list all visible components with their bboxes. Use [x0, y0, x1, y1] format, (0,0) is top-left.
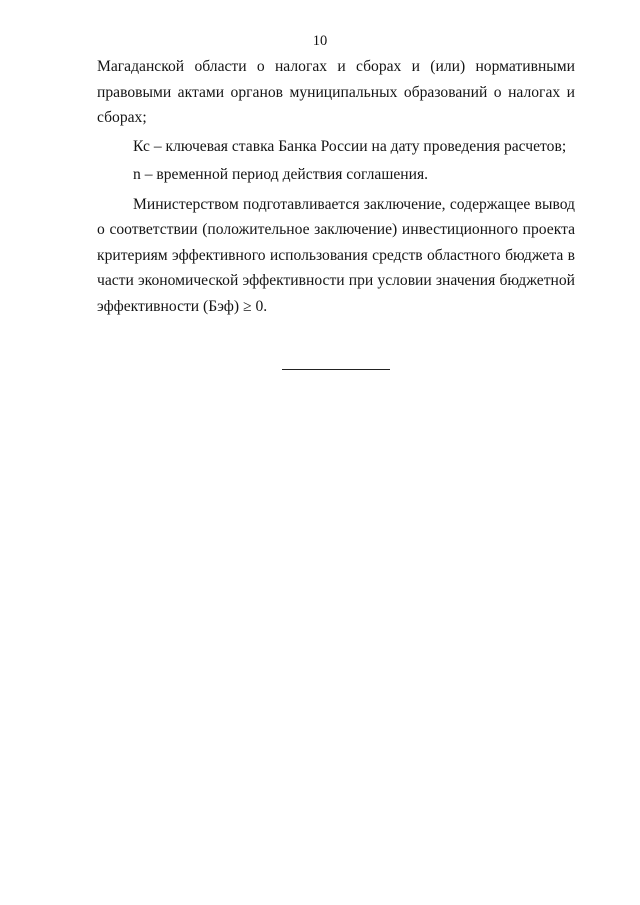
document-body: [97, 54, 575, 319]
paragraph-n-definition: n – временной период действия соглашения.: [133, 166, 429, 183]
end-of-text-rule: [282, 369, 390, 370]
page-number: 10: [312, 33, 328, 49]
paragraph-kc-definition: Кс – ключевая ставка Банка России на дату проведения расчетов;: [133, 137, 567, 155]
paragraph-continuation: Магаданской области о налогах и сборах и (или) нормативными правовыми актами органов муниципальных образований о налогах и сборах;: [97, 58, 575, 126]
paragraph-conclusion: Министерством подготавливается заключение, содержащее вывод о соответствии (положительное заключение) инвестиционного проекта критериям эффективного использования средств областного бюджета в части экономической эффективности при условии значения бюджетной эффективности (Бэф) ≥ 0.: [97, 195, 575, 315]
